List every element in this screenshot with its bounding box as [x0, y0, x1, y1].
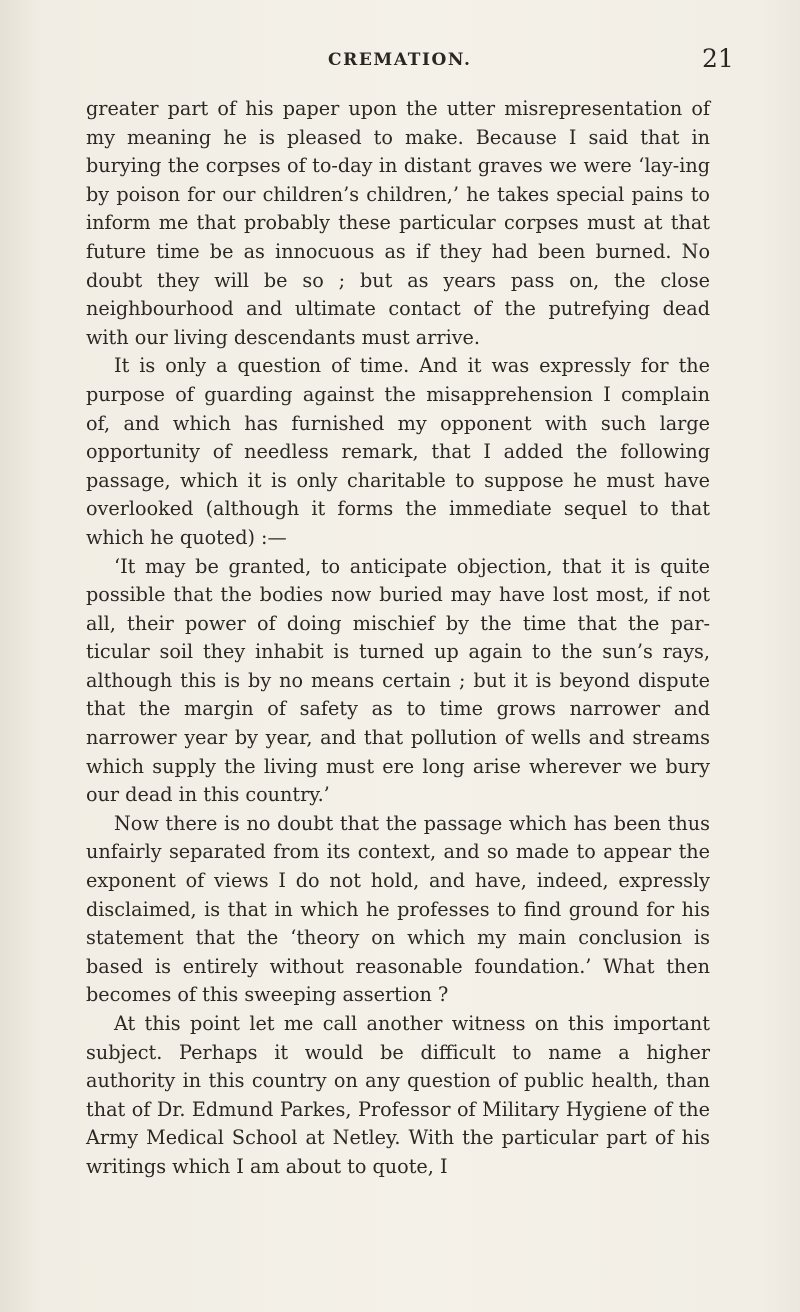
page-header — [0, 32, 800, 82]
quoted-paragraph: ‘It may be granted, to anticipate objection, that it is quite possible that the bodies now buried may have lost most, if not all, their power of doing mischief by the time that the par-ticular soil they inhabit is turned up again to the sun’s rays, although this is by no means certain ; but it is beyond dispute that the margin of safety as to time grows narrower and narrower year by year, and that pollution of wells and streams which supply the living must ere long arise wherever we bury our dead in this country.’ — [86, 554, 710, 807]
paragraph: At this point let me call another witness on this important subject. Perhaps it would be difficult to name a higher authority in this country on any question of public health, than that of Dr. Edmund Parkes, Professor of Military Hygiene of the Army Medical School at Netley. With the particular part of his writings which I am about to quote, I — [86, 1012, 710, 1178]
body-text — [86, 95, 710, 1182]
paragraph: It is only a question of time. And it was expressly for the purpose of guarding against the misapprehension I complain of, and which has furnished my opponent with such large opportunity of needless remark, that I added the following passage, which it is only charitable to suppose he must have overlooked (although it forms the immediate sequel to that which he quoted) :— — [86, 354, 710, 549]
running-head: CREMATION. — [328, 50, 472, 70]
page-number: 21 — [702, 44, 734, 73]
paragraph: Now there is no doubt that the passage which has been thus unfairly separated from its context, and so made to appear the exponent of views I do not hold, and have, indeed, expressly disclaimed, is that in which he professes to find ground for his statement that the ‘theory on which my main conclusion is based is entirely without reasonable foundation.’ What then becomes of this sweeping assertion ? — [86, 811, 710, 1007]
paragraph: greater part of his paper upon the utter misrepresentation of my meaning he is pleased to make. Because I said that in burying the corpses of to-day in distant graves we were ‘lay-ing by poison for our children’s children,’ he takes special pains to inform me that probably these particular corpses must at that future time be as innocuous as if they had been burned. No doubt they will be so ; but as years pass on, the close neighbourhood and ultimate contact of the putrefying dead with our living descendants must arrive. — [86, 97, 710, 349]
